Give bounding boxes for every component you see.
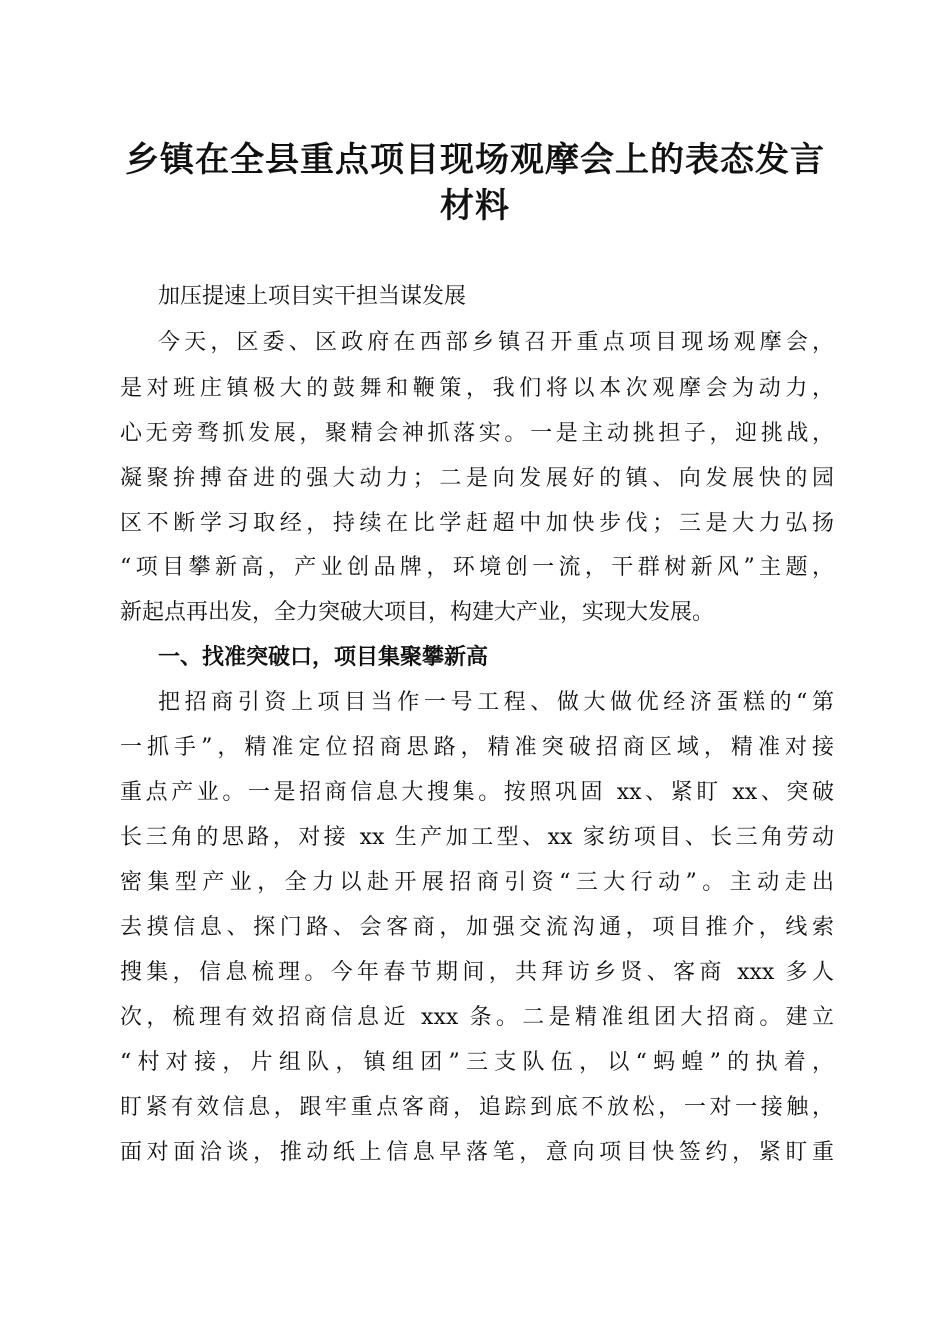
- section-1-line-6: 去摸信息、探门路、会客商，加强交流沟通，项目推介，线索: [120, 915, 834, 940]
- subtitle: 加压提速上项目实干担当谋发展: [158, 284, 467, 309]
- document-title-line-1: 乡镇在全县重点项目现场观摩会上的表态发言: [125, 140, 825, 180]
- intro-line-7: 新起点再出发，全力突破大项目，构建大产业，实现大发展。: [120, 600, 715, 625]
- intro-line-4: 凝聚拚搏奋进的强大动力；二是向发展好的镇、向发展快的园: [120, 466, 834, 491]
- intro-line-3: 心无旁骛抓发展，聚精会神抓落实。一是主动挑担子，迎挑战，: [120, 421, 834, 446]
- document-title-line-2: 材料: [440, 186, 510, 226]
- section-1-line-5: 密集型产业，全力以赴开展招商引资“三大行动”。主动走出: [120, 870, 834, 895]
- section-1-line-2: 一抓手”，精准定位招商思路，精准突破招商区域，精准对接: [120, 735, 834, 760]
- section-1-line-10: 盯紧有效信息，跟牢重点客商，追踪到底不放松，一对一接触，: [120, 1095, 834, 1120]
- section-1-line-4: 长三角的思路，对接 xx 生产加工型、xx 家纺项目、长三角劳动: [120, 825, 834, 850]
- intro-line-6: “项目攀新高，产业创品牌，环境创一流，干群树新风”主题，: [120, 555, 834, 580]
- section-1-line-9: “村对接，片组队，镇组团”三支队伍，以“蚂蝗”的执着，: [120, 1050, 834, 1075]
- intro-line-2: 是对班庄镇极大的鼓舞和鞭策，我们将以本次观摩会为动力，: [120, 376, 834, 401]
- section-1-line-7: 搜集，信息梳理。今年春节期间，共拜访乡贤、客商 xxx 多人: [120, 960, 834, 985]
- section-1-line-1: 把招商引资上项目当作一号工程、做大做优经济蛋糕的“第: [158, 690, 834, 715]
- section-1-line-3: 重点产业。一是招商信息大搜集。按照巩固 xx、紧盯 xx、突破: [120, 780, 834, 805]
- section-1-heading: 一、找准突破口，项目集聚攀新高: [158, 645, 489, 670]
- section-1-line-11: 面对面洽谈，推动纸上信息早落笔，意向项目快签约，紧盯重: [120, 1140, 834, 1165]
- intro-line-1: 今天，区委、区政府在西部乡镇召开重点项目现场观摩会，: [158, 330, 834, 355]
- intro-line-5: 区不断学习取经，持续在比学赶超中加快步伐；三是大力弘扬: [120, 511, 834, 536]
- section-1-line-8: 次，梳理有效招商信息近 xxx 条。二是精准组团大招商。建立: [120, 1005, 834, 1030]
